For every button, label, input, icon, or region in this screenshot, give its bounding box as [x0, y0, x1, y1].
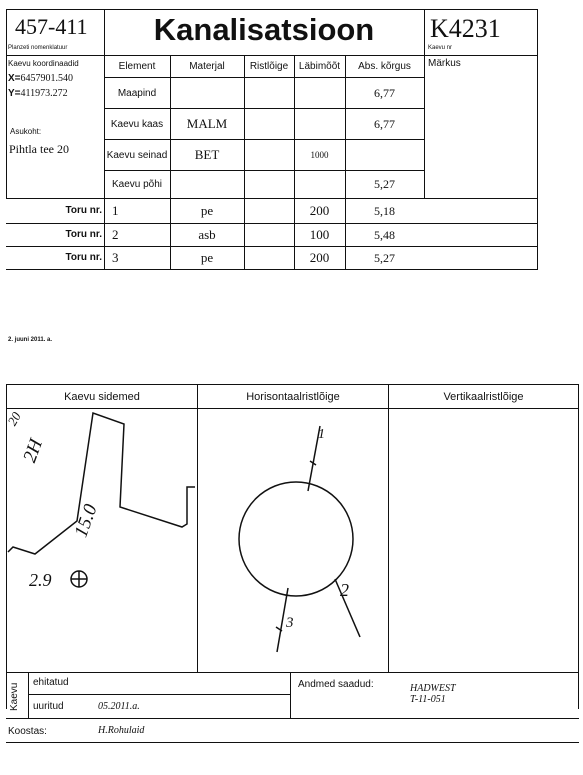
map-number-caption: Planzeti nomenklatuur	[8, 45, 68, 51]
pipe-height: 5,18	[374, 203, 395, 218]
pipe-material: pe	[200, 203, 214, 218]
pipe-number: 1	[112, 203, 119, 218]
sketch-side-label: 2H	[19, 436, 47, 466]
y-coordinate: Y=411973.272	[8, 88, 68, 99]
pipe-material: asb	[198, 227, 216, 242]
horizontal-section-sketch	[198, 409, 388, 672]
surveyed-label: uuritud	[33, 701, 64, 712]
pipe-1-label: 1	[318, 427, 325, 442]
pipe-number: 2	[112, 227, 119, 242]
map-number: 457-411	[15, 14, 88, 39]
pipe-number: 3	[112, 250, 119, 265]
well-id: K4231	[430, 14, 501, 43]
row-element: Kaevu seinad	[106, 149, 168, 161]
pipe-diameter: 200	[309, 203, 330, 218]
col-header-height: Abs. kõrgus	[358, 60, 411, 72]
pipe-diameter: 200	[309, 250, 330, 265]
row-height: 6,77	[374, 85, 395, 100]
well-circle-icon	[239, 482, 353, 596]
pipe-2-label: 2	[340, 580, 349, 600]
compiled-value: H.Rohulaid	[98, 725, 145, 736]
built-label: ehitatud	[33, 677, 69, 688]
row-height: 6,77	[374, 116, 395, 131]
pipe-diameter: 100	[309, 227, 330, 242]
surveyed-value: 05.2011.a.	[98, 701, 140, 712]
row-element: Maapind	[117, 87, 157, 99]
pipe-3-label: 3	[286, 615, 294, 631]
well-label: Kaevu	[9, 682, 20, 711]
x-coordinate: X=6457901.540	[8, 73, 74, 84]
page-title: Kanalisatsioon	[153, 12, 375, 47]
sketch-header-connections: Kaevu sidemed	[64, 390, 140, 403]
location-label: Asukoht:	[10, 127, 42, 136]
row-material: MALM	[186, 116, 228, 131]
pipe-height: 5,48	[374, 227, 395, 242]
data-source-code: T-11-051	[410, 694, 446, 705]
pipe-label: Toru nr.	[65, 229, 102, 240]
data-source-value: HADWEST	[410, 683, 456, 694]
location-value: Pihtla tee 20	[9, 142, 69, 156]
col-header-material: Materjal	[189, 60, 225, 72]
pipe-height: 5,27	[374, 250, 395, 265]
col-header-cross: Ristlõige	[249, 60, 289, 72]
pipe-label: Toru nr.	[65, 205, 102, 216]
sketch-number-bottom: 2.9	[29, 570, 52, 590]
sketch-header-vertical: Vertikaalristlõige	[443, 390, 524, 403]
date-note: 2. juuni 2011. a.	[8, 337, 53, 343]
sketch-header-horizontal: Horisontaalristlõige	[246, 390, 340, 403]
row-element: Kaevu kaas	[110, 118, 164, 130]
col-header-element: Element	[118, 60, 156, 72]
sketch-number-top: 20	[4, 409, 24, 429]
col-header-note: Märkus	[428, 58, 461, 69]
well-id-caption: Kaevu nr	[428, 45, 453, 51]
compiled-label: Koostas:	[8, 726, 47, 737]
col-header-diameter: Läbimõõt	[298, 60, 341, 72]
sketch-number-center: 15.0	[70, 501, 102, 541]
pipe-material: pe	[200, 250, 214, 265]
row-material: BET	[194, 147, 220, 162]
row-diameter: 1000	[310, 150, 329, 160]
pipe-label: Toru nr.	[65, 252, 102, 263]
row-element: Kaevu põhi	[111, 179, 163, 190]
row-height: 5,27	[374, 177, 395, 191]
coords-label: Kaevu koordinaadid	[8, 59, 79, 68]
data-source-label: Andmed saadud:	[298, 679, 374, 690]
